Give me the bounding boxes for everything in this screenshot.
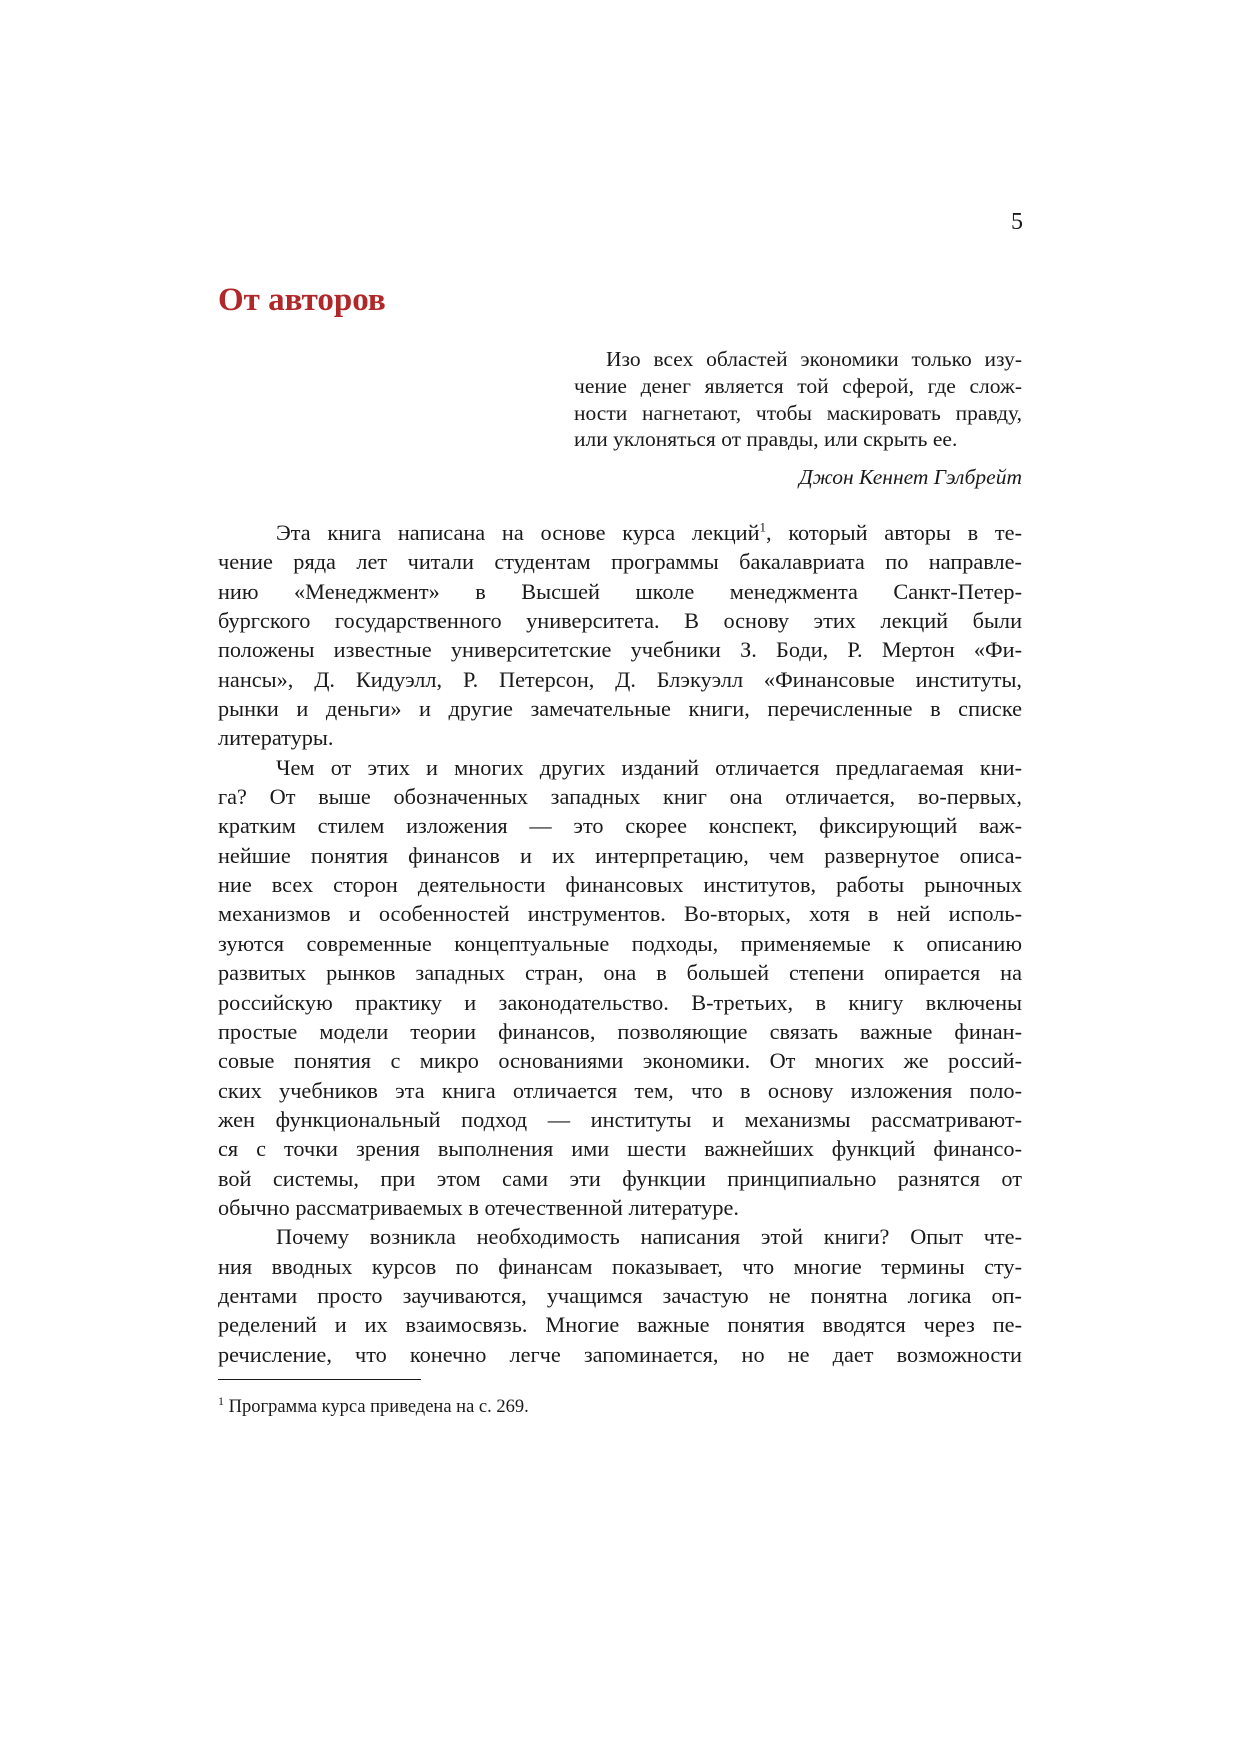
paragraph-line: вой системы, при этом сами эти функции принципиально разнятся от xyxy=(218,1165,1022,1191)
paragraph-line xyxy=(218,518,1022,547)
paragraph-line: ния вводных курсов по финансам показывает, что многие термины сту- xyxy=(218,1253,1022,1279)
footnote-text: Программа курса приведена на с. 269. xyxy=(228,1397,529,1417)
footnote-reference[interactable]: 1 xyxy=(759,519,767,535)
text-run: , который авторы в те- xyxy=(766,520,1022,545)
epigraph-author: Джон Кеннет Гэлбрейт xyxy=(799,465,1022,489)
paragraph-line: Почему возникла необходимость написания этой книги? Опыт чте- xyxy=(276,1224,1022,1250)
body-text xyxy=(218,518,1022,1369)
epigraph xyxy=(574,346,1022,453)
paragraph-line: нейшие понятия финансов и их интерпретацию, чем развернутое описа- xyxy=(218,842,1022,868)
footnote-marker: 1 xyxy=(218,1393,224,1408)
paragraph-line: простые модели теории финансов, позволяющие связать важные финан- xyxy=(218,1018,1022,1044)
paragraph-line: зуются современные концептуальные подходы, применяемые к описанию xyxy=(218,930,1022,956)
paragraph-line: бургского государственного университета. В основу этих лекций были xyxy=(218,608,1022,634)
paragraph-line: дентами просто заучиваются, учащимся зачастую не понятна логика оп- xyxy=(218,1282,1022,1308)
paragraph-line: га? От выше обозначенных западных книг она отличается, во-первых, xyxy=(218,784,1022,810)
epigraph-line: или уклоняться от правды, или скрыть ее. xyxy=(574,427,958,452)
paragraph-line: нию «Менеджмент» в Высшей школе менеджмента Санкт-Петер- xyxy=(218,578,1022,604)
paragraph-line: механизмов и особенностей инструментов. Во-вторых, хотя в ней исполь- xyxy=(218,901,1022,927)
paragraph-line: литературы. xyxy=(218,725,334,751)
paragraph-line: чение ряда лет читали студентам программы бакалавриата по направле- xyxy=(218,549,1022,575)
paragraph-line: нансы», Д. Кидуэлл, Р. Петерсон, Д. Блэкуэлл «Финансовые институты, xyxy=(218,666,1022,692)
paragraph-line: развитых рынков западных стран, она в большей степени опирается на xyxy=(218,960,1022,986)
paragraph-line: кратким стилем изложения — это скорее конспект, фиксирующий важ- xyxy=(218,813,1022,839)
paragraph-line: ских учебников эта книга отличается тем, что в основу изложения поло- xyxy=(218,1077,1022,1103)
section-heading: От авторов xyxy=(218,282,386,318)
page-number: 5 xyxy=(1011,209,1023,235)
paragraph-line: рынки и деньги» и другие замечательные книги, перечисленные в списке xyxy=(218,696,1022,722)
paragraph-line: совые понятия с микро основаниями экономики. От многих же россий- xyxy=(218,1048,1022,1074)
epigraph-line: чение денег является той сферой, где слож- xyxy=(574,373,1022,398)
paragraph-line: обычно рассматриваемых в отечественной литературе. xyxy=(218,1194,739,1220)
footnote-divider xyxy=(218,1379,421,1380)
epigraph-line: Изо всех областей экономики только изу- xyxy=(606,347,1022,371)
footnote xyxy=(218,1395,529,1419)
paragraph-line: ределений и их взаимосвязь. Многие важные понятия вводятся через пе- xyxy=(218,1312,1022,1338)
text-run: Эта книга написана на основе курса лекций xyxy=(276,520,760,545)
paragraph-line: речисление, что конечно легче запоминается, но не дает возможности xyxy=(218,1341,1022,1367)
paragraph-line: положены известные университетские учебники З. Боди, Р. Мертон «Фи- xyxy=(218,637,1022,663)
paragraph-line: ние всех сторон деятельности финансовых институтов, работы рыночных xyxy=(218,872,1022,898)
paragraph-line: российскую практику и законодательство. В-третьих, в книгу включены xyxy=(218,989,1022,1015)
paragraph-line: ся с точки зрения выполнения ими шести важнейших функций финансо- xyxy=(218,1136,1022,1162)
epigraph-line: ности нагнетают, чтобы маскировать правду, xyxy=(574,400,1022,425)
paragraph-line: Чем от этих и многих других изданий отличается предлагаемая кни- xyxy=(276,754,1022,780)
paragraph-line: жен функциональный подход — институты и механизмы рассматривают- xyxy=(218,1106,1022,1132)
